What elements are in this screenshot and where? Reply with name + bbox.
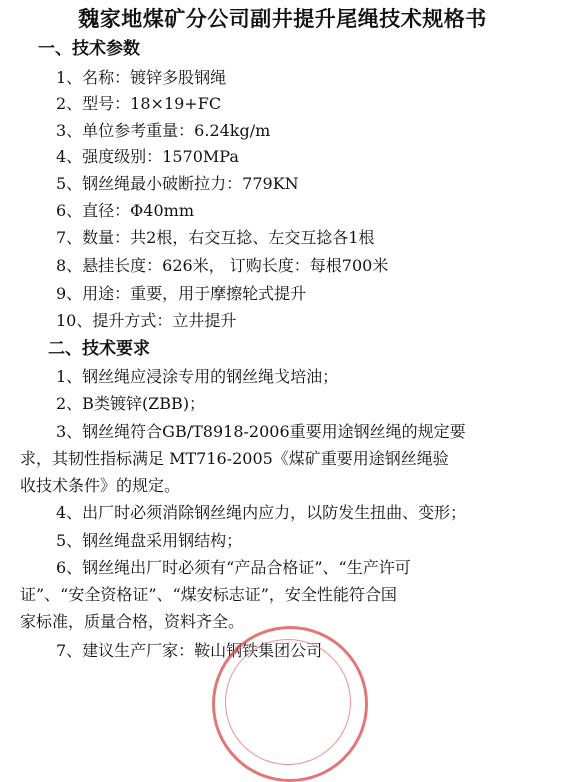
seal-inner-ring [225,639,351,765]
param-item: 8、悬挂长度：626米， 订购长度：每根700米 [56,256,389,275]
param-item: 3、单位参考重量：6.24kg/m [56,121,271,140]
requirement-item-continued: 家标准，质量合格，资料齐全。 [20,612,245,631]
param-item: 4、强度级别：1570MPa [56,147,239,166]
requirement-item-continued: 证”、“安全资格证”、“煤安标志证”，安全性能符合国 [20,585,397,604]
param-item: 1、名称：镀锌多股钢绳 [56,68,227,87]
param-item: 6、直径：Φ40mm [56,201,195,220]
requirement-item: 4、出厂时必须消除钢丝绳内应力，以防发生扭曲、变形； [56,503,467,522]
param-item: 10、提升方式：立井提升 [56,311,237,330]
requirement-item-continued: 求，其韧性指标满足 MT716-2005《煤矿重要用途钢丝绳验 [20,449,449,468]
param-item: 2、型号：18×19+FC [56,94,222,113]
section-heading-tech-requirements: 二、技术要求 [48,339,150,359]
red-seal-stamp [212,626,368,782]
requirement-item: 6、钢丝绳出厂时必须有“产品合格证”、“生产许可 [56,558,411,577]
section-heading-tech-params: 一、技术参数 [38,39,140,59]
requirement-item: 2、B类镀锌(ZBB)； [56,394,206,413]
requirement-item: 1、钢丝绳应浸涂专用的钢丝绳戈培油； [56,367,339,386]
requirement-item: 5、钢丝绳盘采用钢结构； [56,531,243,550]
param-item: 7、数量：共2根，右交互捻、左交互捻各1根 [56,228,375,247]
requirement-item: 3、钢丝绳符合GB/T8918-2006重要用途钢丝绳的规定要 [56,422,466,441]
requirement-item: 7、建议生产厂家：鞍山钢铁集团公司 [56,641,323,660]
param-item: 9、用途：重要，用于摩擦轮式提升 [56,284,307,303]
param-item: 5、钢丝绳最小破断拉力：779KN [56,174,299,193]
requirement-item-continued: 收技术条件》的规定。 [20,476,181,495]
document-title: 魏家地煤矿分公司副井提升尾绳技术规格书 [78,6,487,31]
